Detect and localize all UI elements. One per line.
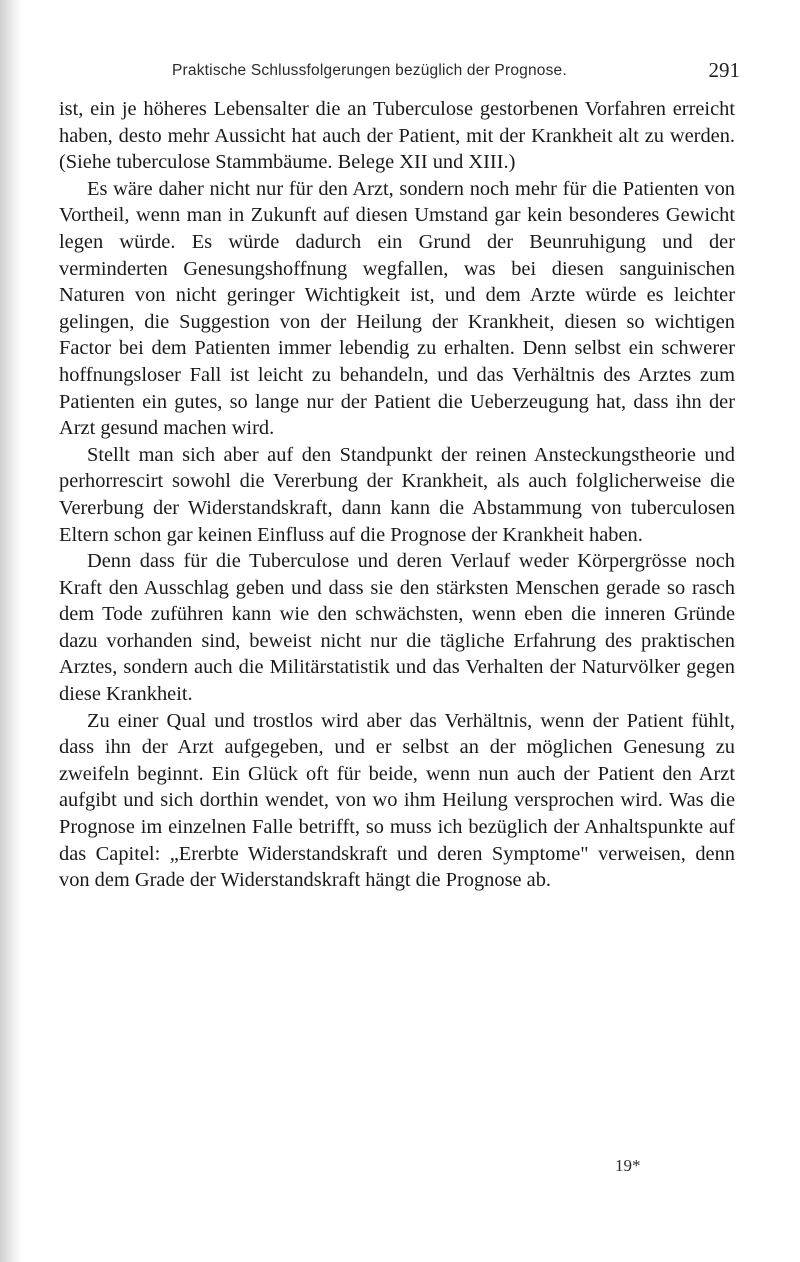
paragraph-1: ist, ein je höheres Lebensalter die an Tuberculose gestorbenen Vorfahren erreicht haben, desto mehr Aussicht hat auch der Patient, mit der Krankheit alt zu werden. (Siehe tuberculose Stammbäume. Belege XII und XIII.) — [59, 98, 735, 174]
page-number: 291 — [708, 58, 740, 82]
paragraph-3: Stellt man sich aber auf den Standpunkt der reinen Ansteckungstheorie und perhorrescirt sowohl die Vererbung der Krankheit, als auch folglicherweise die Vererbung der Widerstandskraft, dann kann die Abstammung von tuberculosen Eltern schon gar keinen Einfluss auf die Prognose der Krankheit haben. — [59, 443, 735, 546]
body-text — [59, 96, 735, 894]
page-edge-shadow — [0, 0, 22, 1262]
paragraph-5: Zu einer Qual und trostlos wird aber das Verhältnis, wenn der Patient fühlt, dass ihn der Arzt aufgegeben, und er selbst an der möglichen Genesung zu zweifeln beginnt. Ein Glück oft für beide, wenn nun auch der Patient den Arzt aufgibt und sich dorthin wendet, von wo ihm Heilung versprochen wird. Was die Prognose im einzelnen Falle betrifft, so muss ich bezüglich der Anhaltspunkte auf das Capitel: „Ererbte Widerstandskraft und deren Symptome" verweisen, denn von dem Grade der Widerstandskraft hängt die Prognose ab. — [59, 709, 735, 892]
running-title: Praktische Schlussfolgerungen bezüglich der Prognose. — [172, 62, 567, 79]
page-header — [60, 58, 740, 88]
paragraph-4: Denn dass für die Tuberculose und deren Verlauf weder Körpergrösse noch Kraft den Ausschlag geben und dass sie den stärksten Menschen gerade so rasch dem Tode zuführen kann wie den schwächsten, wenn eben die inneren Gründe dazu vorhanden sind, beweist nicht nur die tägliche Erfahrung des praktischen Arztes, sondern auch die Militärstatistik und das Verhalten der Naturvölker gegen diese Krankheit. — [59, 550, 735, 706]
paragraph-2: Es wäre daher nicht nur für den Arzt, sondern noch mehr für die Patienten von Vortheil, wenn man in Zukunft auf diesen Umstand gar kein besonderes Gewicht legen würde. Es würde dadurch ein Grund der Beunruhigung und der verminderten Genesungshoffnung wegfallen, was bei diesen sanguinischen Naturen von nicht geringer Wichtigkeit ist, und dem Arzte würde es leichter gelingen, die Suggestion von der Heilung der Krankheit, diesen so wichtigen Factor bei dem Patienten immer lebendig zu erhalten. Denn selbst ein schwerer hoffnungsloser Fall ist leicht zu behandeln, und das Verhältnis des Arztes zum Patienten ein gutes, so lange nur der Patient die Ueberzeugung hat, dass ihn der Arzt gesund machen wird. — [59, 177, 735, 440]
signature-mark: 19* — [615, 1156, 641, 1175]
